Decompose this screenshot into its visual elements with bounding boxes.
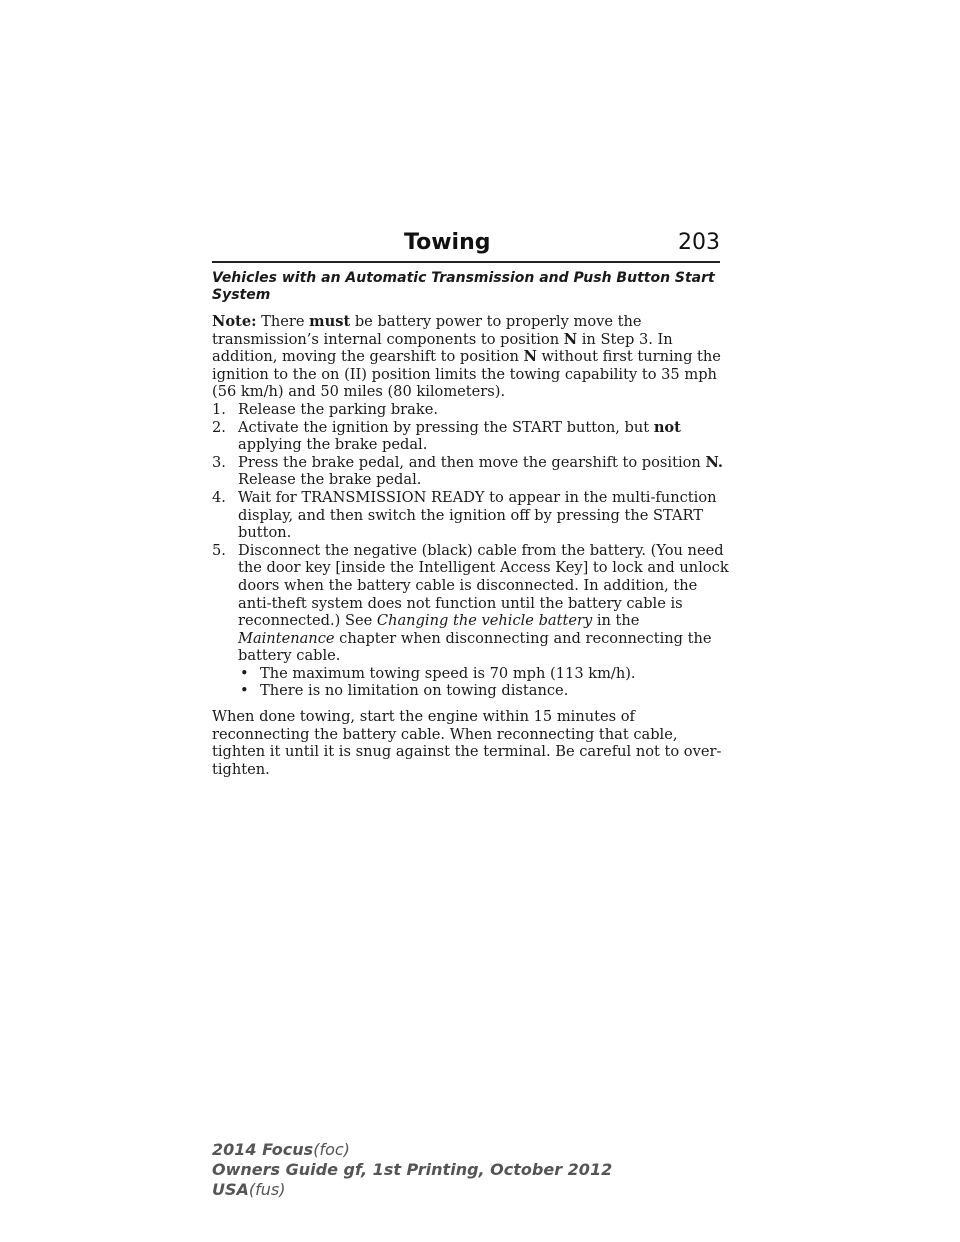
bullet-icon: • (240, 682, 249, 700)
step-text: applying the brake pedal. (238, 436, 428, 454)
footer-code: (foc) (313, 1140, 350, 1159)
step-number: 2. (212, 418, 226, 436)
chapter-title: Towing (404, 230, 491, 255)
page-header (212, 228, 720, 268)
step-text: Activate the ignition by pressing the START button, but (238, 418, 654, 436)
step-number: 3. (212, 453, 226, 471)
note-label: Note: (212, 313, 257, 330)
cross-reference: Changing the vehicle battery (376, 612, 593, 630)
step-emphasis: not (653, 418, 681, 436)
bullet-text: The maximum towing speed is 70 mph (113 km/h). (260, 664, 636, 682)
cross-reference: Maintenance (238, 629, 335, 647)
note-text: without first turning the ignition to the on (II) position limits the towing capability to 35 mph (56 km/h) and 50 miles (80 kilometers). (212, 348, 721, 401)
step-text: chapter when disconnecting and reconnecting the battery cable. (238, 629, 712, 665)
step-emphasis: N. (705, 453, 723, 471)
note-emphasis: must (309, 313, 351, 330)
footer-market: USA (212, 1180, 249, 1199)
step-number: 1. (212, 400, 226, 418)
header-divider (212, 261, 720, 263)
step-item (212, 419, 732, 454)
step-item (212, 454, 732, 489)
note-emphasis: N (523, 348, 537, 366)
step-text: Release the parking brake. (238, 400, 438, 418)
note-emphasis: N (563, 330, 578, 348)
step-number: 4. (212, 488, 226, 506)
page-number: 203 (678, 230, 720, 255)
closing-paragraph: When done towing, start the engine within 15 minutes of reconnecting the battery cable. When reconnecting that cable, tighten it until it is snug against the terminal. Be careful not to over-tighten. (212, 708, 722, 778)
note-paragraph (212, 313, 732, 401)
footer-code: (fus) (248, 1180, 286, 1199)
footer-line (212, 1180, 612, 1200)
step-text: Wait for TRANSMISSION READY to appear in the multi-function display, and then switch the ignition off by pressing the START button. (238, 488, 717, 542)
footer-line (212, 1140, 612, 1160)
bullet-item (238, 682, 732, 700)
step-text: Disconnect the negative (black) cable from the battery. (You need the door key [inside the Intelligent Access Key] to lock and unlock doors when the battery cable is disconnected. In addition, the anti-theft system does not function until the battery cable is reconnected.) See (238, 541, 729, 630)
step-number: 5. (212, 541, 226, 559)
step-text: Press the brake pedal, and then move the gearshift to position (238, 453, 706, 471)
footer-line: Owners Guide gf, 1st Printing, October 2012 (212, 1160, 613, 1179)
step-text: Release the brake pedal. (238, 471, 422, 489)
page-content (212, 270, 732, 778)
bullet-text: There is no limitation on towing distance. (260, 682, 569, 700)
bullet-icon: • (240, 664, 249, 682)
step-text: in the (592, 612, 640, 630)
note-text: There (256, 313, 310, 330)
step-item (212, 401, 732, 419)
steps-list (212, 401, 732, 700)
bullet-list (238, 665, 732, 700)
step-item (212, 489, 732, 542)
footer-model: 2014 Focus (212, 1140, 314, 1159)
step-item (212, 542, 732, 700)
note-text: in Step 3. In addition, moving the gearshift to position (212, 330, 673, 366)
bullet-item (238, 665, 732, 683)
page-footer (212, 1140, 612, 1200)
section-heading: Vehicles with an Automatic Transmission and Push Button Start System (212, 270, 715, 303)
note-text: be battery power to properly move the transmission’s internal components to position (212, 313, 642, 348)
